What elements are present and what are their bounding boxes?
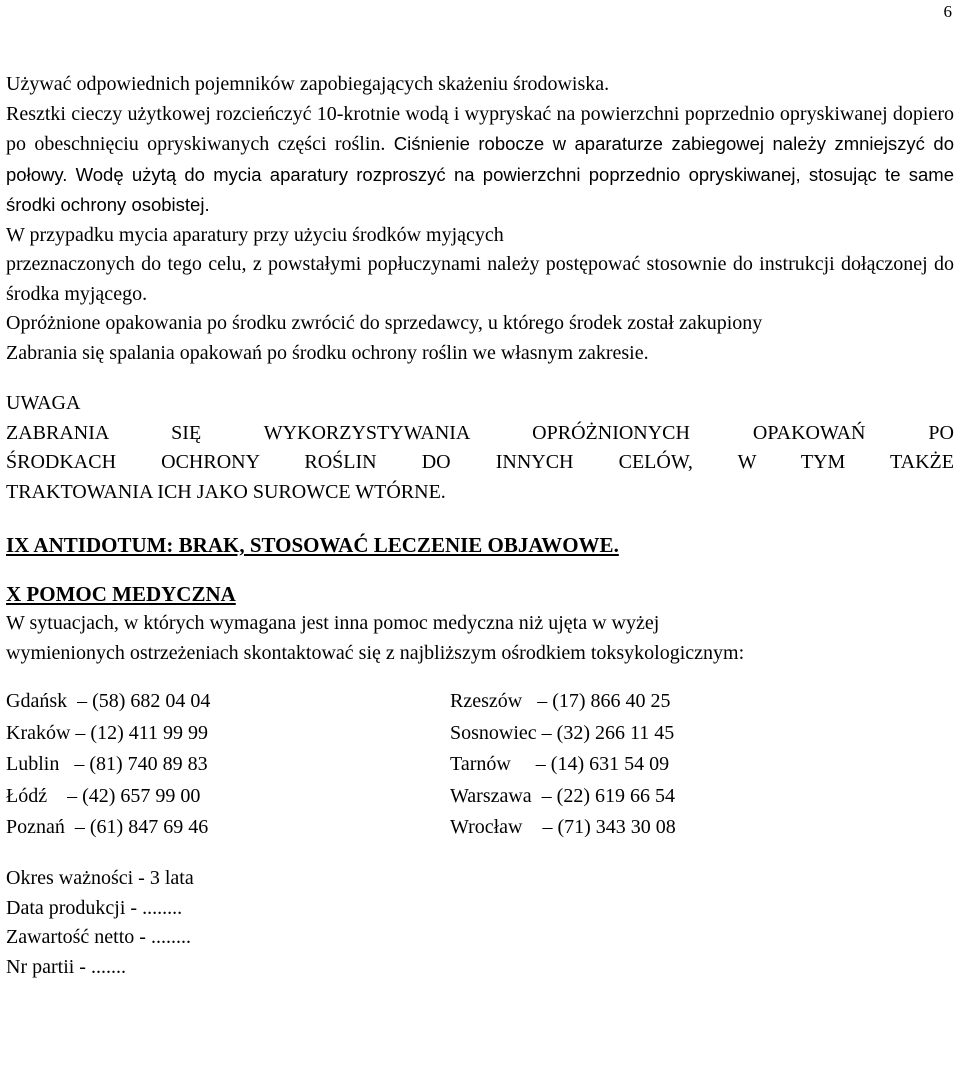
medical-line-1: W sytuacjach, w których wymagana jest inna pomoc medyczna niż ujęta w wyżej xyxy=(6,612,660,634)
contacts-right-column xyxy=(450,690,676,848)
contact-rzeszow: Rzeszów – (17) 866 40 25 xyxy=(450,690,671,712)
contact-lodz: Łódź – (42) 657 99 00 xyxy=(6,784,201,807)
paragraph-containers: Używać odpowiednich pojemników zapobiegających skażeniu środowiska. xyxy=(6,73,610,95)
batch-number: Nr partii - ....... xyxy=(6,955,126,978)
contacts-left-column xyxy=(6,690,210,848)
warning-line-1: ZABRANIA SIĘ WYKORZYSTYWANIA OPRÓŻNIONYCH OPAKOWAŃ PO xyxy=(6,421,954,444)
contact-tarnow: Tarnów – (14) 631 54 09 xyxy=(450,753,670,775)
contact-poznan: Poznań – (61) 847 69 46 xyxy=(6,816,209,838)
contact-lublin: Lublin – (81) 740 89 83 xyxy=(6,753,208,775)
antidote-heading: IX ANTIDOTUM: BRAK, STOSOWAĆ LECZENIE OBJAWOWE. xyxy=(6,533,619,557)
toxicology-contacts xyxy=(6,690,954,850)
product-footer xyxy=(6,864,954,982)
net-content: Zawartość netto - ........ xyxy=(6,926,191,948)
spacer xyxy=(6,368,954,389)
document-content xyxy=(6,70,954,982)
paragraph-burning-ban: Zabrania się spalania opakowań po środku ochrony roślin we własnym zakresie. xyxy=(6,341,649,364)
paragraph-residue-text: Resztki cieczy użytkowej rozcieńczyć 10-krotnie wodą i wypryskać na powierzchni poprzednio opryskiwanej dopiero po obeschnięciu opryskiwanych części roślin. xyxy=(6,102,954,155)
medical-heading: X POMOC MEDYCZNA xyxy=(6,582,236,606)
paragraph-rinsates: przeznaczonych do tego celu, z powstałymi popłuczynami należy postępować stosownie do instrukcji dołączonej do środka myjącego. xyxy=(6,253,954,305)
paragraph-empty-packaging: Opróżnione opakowania po środku zwrócić do sprzedawcy, u którego środek został zakupiony xyxy=(6,312,763,334)
contact-wroclaw: Wrocław – (71) 343 30 08 xyxy=(450,816,676,838)
paragraph-pressure-text: Ciśnienie robocze w aparaturze zabiegowej należy zmniejszyć do połowy. Wodę użytą do mycia aparatury rozproszyć na powierzchni poprzednio opryskiwanej, stosując te same środki ochrony osobistej. xyxy=(6,133,955,215)
page-number: 6 xyxy=(943,2,952,21)
warning-line-3: TRAKTOWANIA ICH JAKO SUROWCE WTÓRNE. xyxy=(6,480,446,503)
contact-krakow: Kraków – (12) 411 99 99 xyxy=(6,721,209,744)
warning-line-2: ŚRODKACH OCHRONY ROŚLIN DO INNYCH CELÓW, W TYM TAKŻE xyxy=(6,451,954,473)
production-date: Data produkcji - ........ xyxy=(6,896,183,919)
contact-gdansk: Gdańsk – (58) 682 04 04 xyxy=(6,690,211,712)
paragraph-residue xyxy=(6,100,954,221)
medical-line-2: wymienionych ostrzeżeniach skontaktować się z najbliższym ośrodkiem toksykologicznym: xyxy=(6,641,745,664)
contact-sosnowiec: Sosnowiec – (32) 266 11 45 xyxy=(450,721,675,744)
validity-period: Okres ważności - 3 lata xyxy=(6,867,194,889)
paragraph-cleaning-agents: W przypadku mycia aparatury przy użyciu środków myjących xyxy=(6,223,504,246)
warning-title: UWAGA xyxy=(6,392,81,414)
contact-warszawa: Warszawa – (22) 619 66 54 xyxy=(450,784,675,807)
